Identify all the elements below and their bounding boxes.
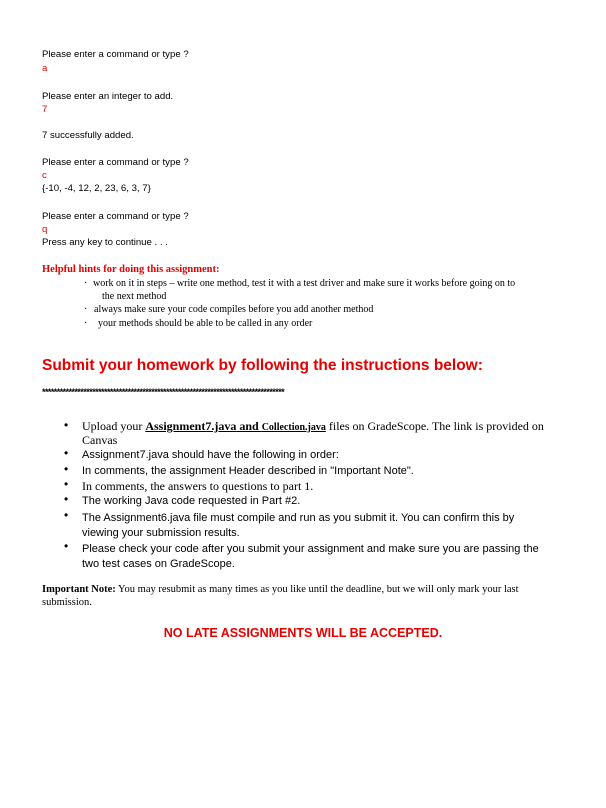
console-input: a bbox=[42, 63, 48, 74]
console-prompt: Please enter a command or type ? bbox=[42, 211, 189, 222]
console-prompt: Please enter a command or type ? bbox=[42, 49, 189, 60]
console-output: {-10, -4, 12, 2, 23, 6, 3, 7} bbox=[42, 183, 151, 194]
hint-bullet-marker: · bbox=[84, 318, 88, 329]
bullet-icon: • bbox=[64, 539, 69, 553]
hint-item: work on it in steps – write one method, test it with a test driver and make sure it works before going on to bbox=[93, 278, 516, 289]
bullet-text: files on GradeScope. The link is provided on Canvas bbox=[82, 419, 544, 447]
hints-title: Helpful hints for doing this assignment: bbox=[42, 264, 220, 275]
console-prompt: Please enter an integer to add. bbox=[42, 91, 174, 102]
console-input: q bbox=[42, 224, 48, 235]
bullet-text: The working Java code requested in Part #2. bbox=[82, 495, 301, 507]
hint-bullet-marker: · bbox=[84, 278, 88, 289]
hint-bullet-marker: · bbox=[84, 304, 88, 315]
important-note bbox=[42, 583, 562, 609]
bullet-upload bbox=[82, 420, 562, 447]
console-output: Press any key to continue . . . bbox=[42, 237, 168, 248]
submit-heading: Submit your homework by following the instructions below: bbox=[42, 357, 483, 374]
bullet-icon: • bbox=[64, 418, 69, 432]
bullet-text: Upload your bbox=[82, 419, 146, 433]
hint-item-continued: the next method bbox=[102, 291, 167, 302]
bullet-icon: • bbox=[64, 462, 69, 476]
bullet-icon: • bbox=[64, 446, 69, 460]
important-note-text: You may resubmit as many times as you like until the deadline, but we will only mark your last submission. bbox=[42, 584, 519, 608]
console-prompt: Please enter a command or type ? bbox=[42, 157, 189, 168]
important-note-label: Important Note: bbox=[42, 584, 116, 595]
bullet-text: The Assignment6.java file must compile and run as you submit it. You can confirm this by viewing your submission results. bbox=[82, 512, 515, 539]
bullet-text: In comments, the answers to questions to part 1. bbox=[82, 479, 314, 493]
console-input: c bbox=[42, 170, 47, 181]
bullet-text: Assignment7.java should have the following in order: bbox=[82, 449, 339, 461]
bullet-icon: • bbox=[64, 477, 69, 491]
file-link-collection[interactable]: Collection.java bbox=[261, 422, 326, 433]
bullet-icon: • bbox=[64, 492, 69, 506]
hint-item: always make sure your code compiles before you add another method bbox=[94, 304, 374, 315]
console-input: 7 bbox=[42, 104, 48, 115]
file-link-assignment[interactable]: Assignment7.java bbox=[145, 419, 237, 433]
bullet-icon: • bbox=[64, 508, 69, 522]
late-warning: NO LATE ASSIGNMENTS WILL BE ACCEPTED. bbox=[163, 626, 443, 640]
bullet-text: In comments, the assignment Header described in "Important Note". bbox=[82, 465, 414, 477]
hint-item: your methods should be able to be called in any order bbox=[98, 318, 313, 329]
console-output: 7 successfully added. bbox=[42, 130, 134, 141]
separator-line: ********************************************************************************** bbox=[42, 387, 285, 397]
bullet-text: and bbox=[236, 419, 262, 433]
bullet-text: Please check your code after you submit your assignment and make sure you are passing the two test cases on GradeScope. bbox=[82, 543, 539, 570]
